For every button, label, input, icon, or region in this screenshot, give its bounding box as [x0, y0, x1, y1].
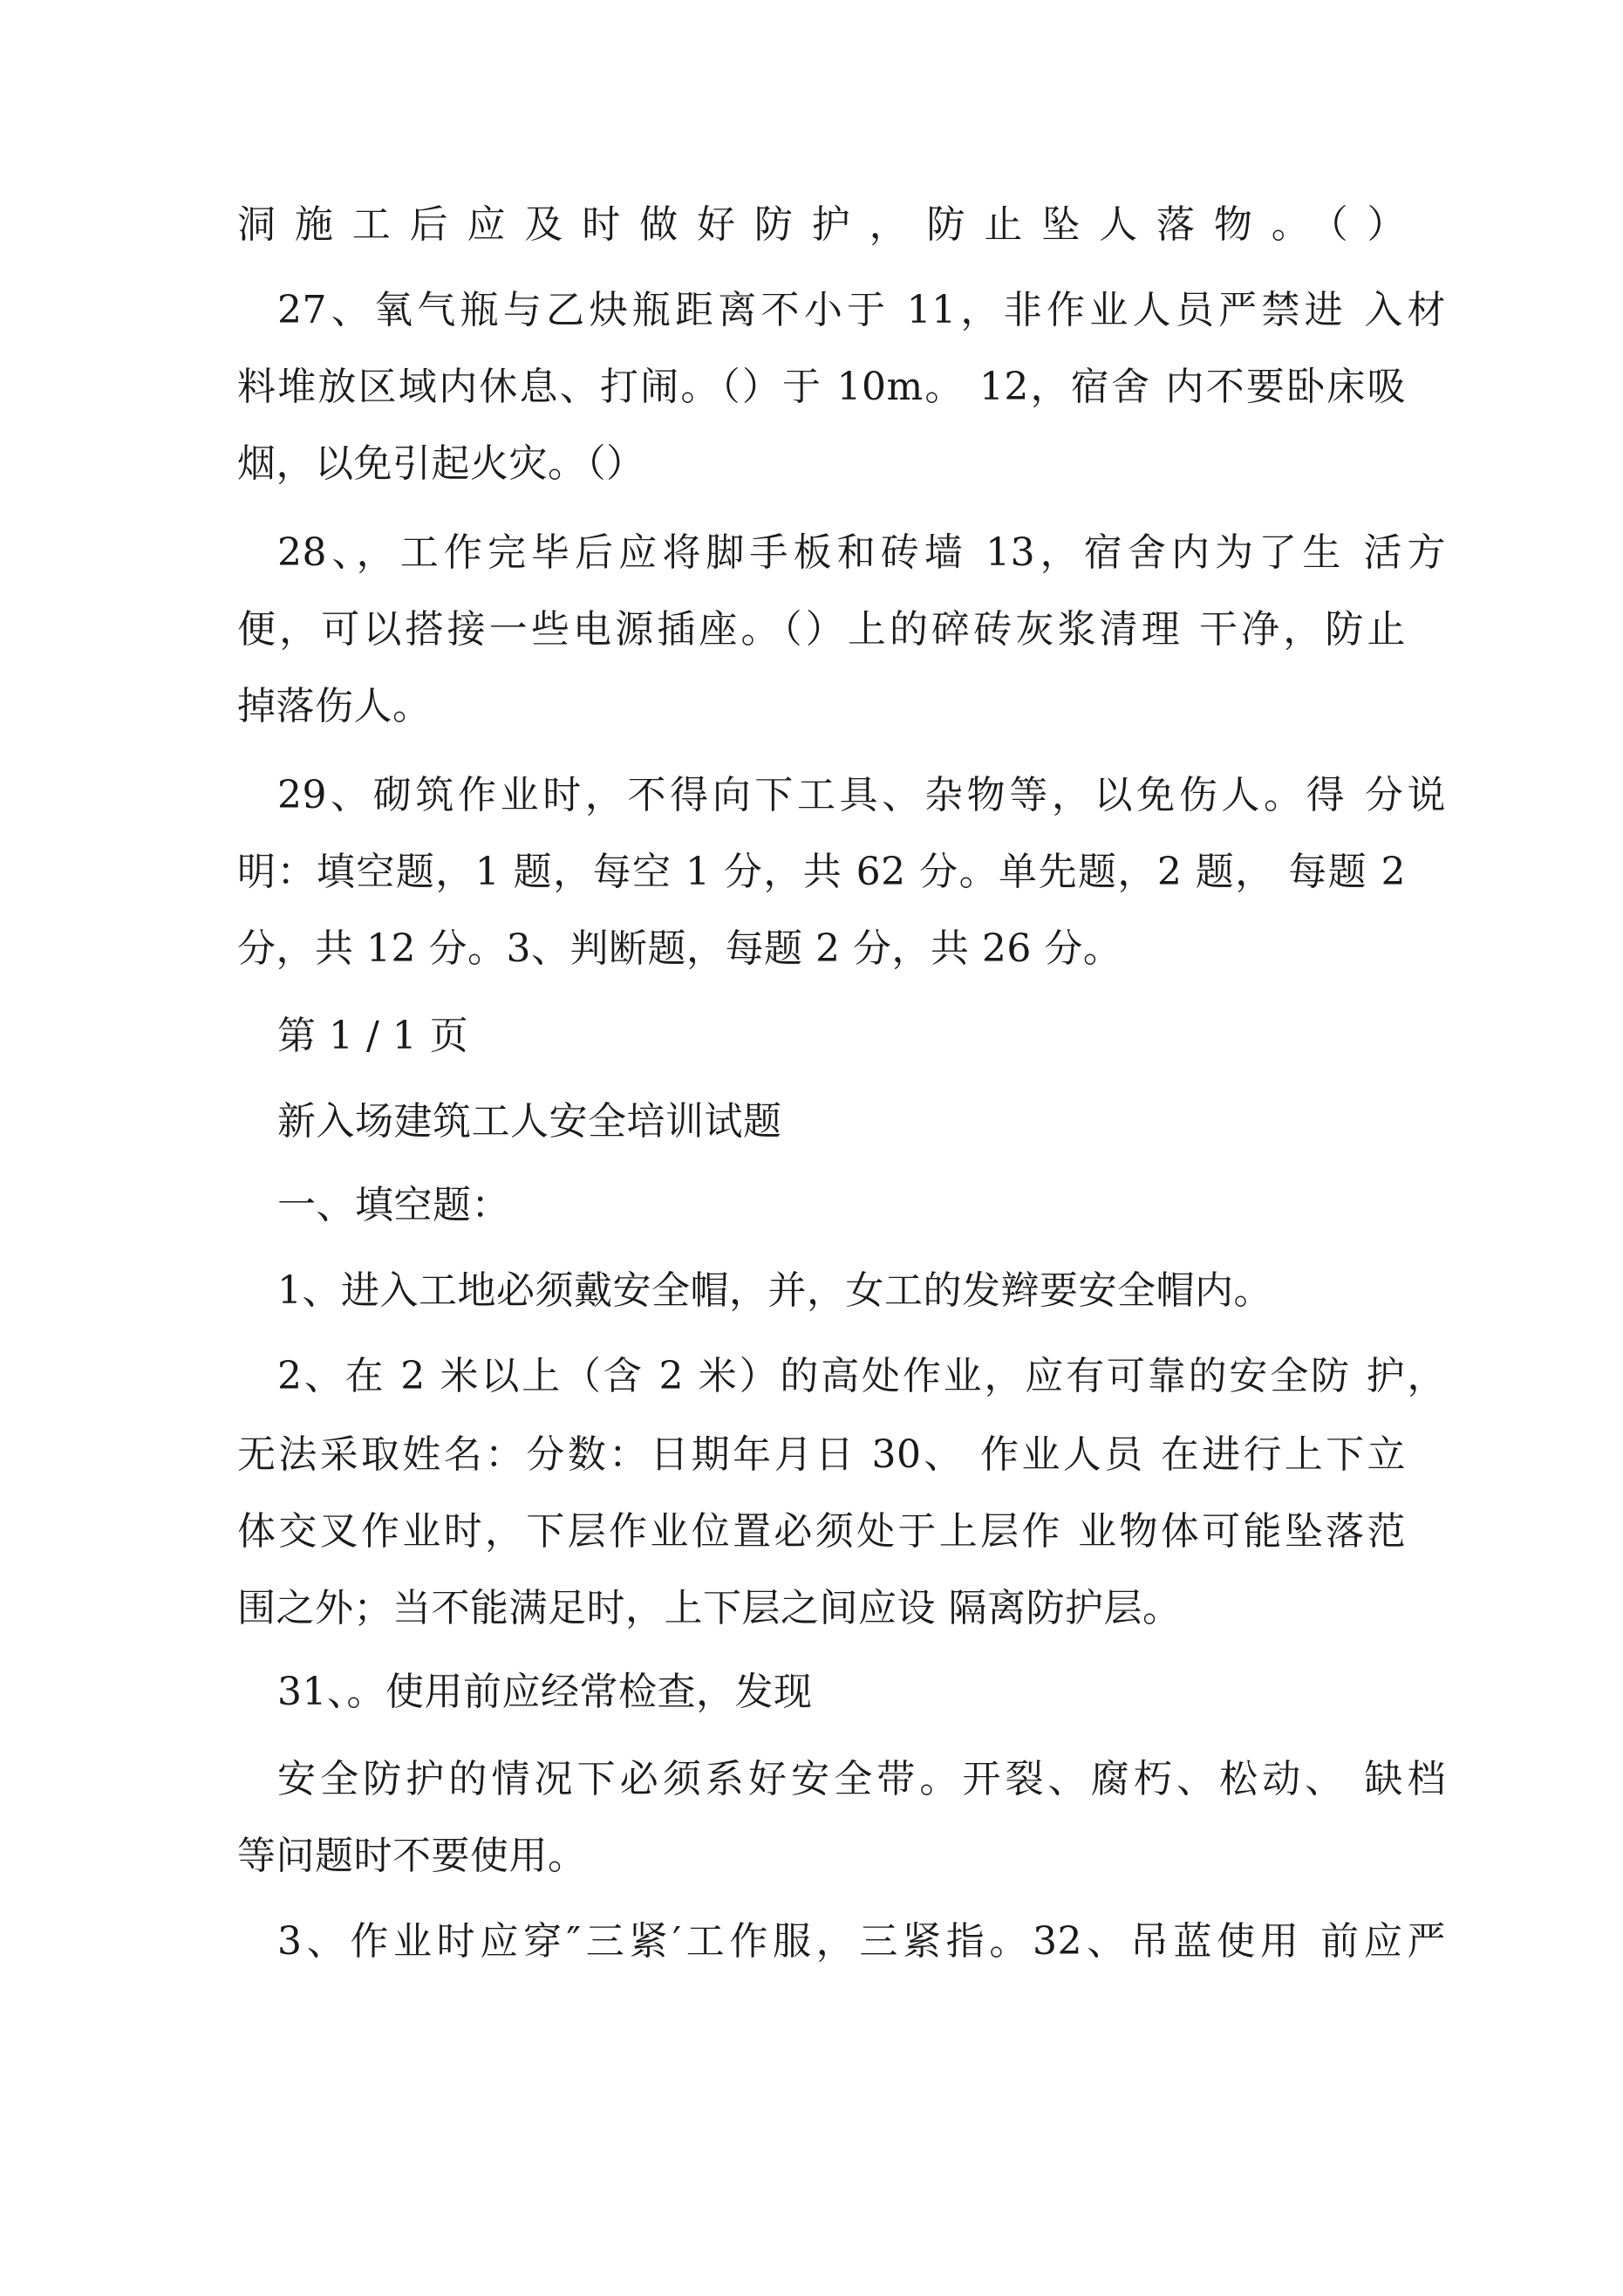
question-29-line: 29、砌筑作业时，不得向下工具、杂物等，以免伤人。得 分说 — [277, 773, 1446, 817]
section-heading: 一、填空题： — [277, 1183, 510, 1227]
text-line: 分，共 12 分。3、判断题，每题 2 分，共 26 分。 — [237, 926, 1122, 971]
question-31-line: 31、。使用前应经常检查，发现 — [277, 1670, 813, 1714]
question-1-line: 1、进入工地必须戴安全帽，并，女工的发辫要安全帽内。 — [277, 1268, 1272, 1313]
text-line: 无法采取姓名：分数：日期年月日 30、 作业人员 在进行上下立 — [237, 1432, 1406, 1477]
text-line: 洞施工后应及时做好防护，防止坠人落物。（） — [237, 202, 1406, 247]
question-2-line: 2、在 2 米以上（含 2 米）的高处作业，应有可靠的安全防 护， — [277, 1354, 1446, 1398]
text-line: 掉落伤人。 — [237, 684, 432, 728]
text-line: 围之外；当不能满足时，上下层之间应设 隔离防护层。 — [237, 1586, 1182, 1630]
text-line: 烟，以免引起火灾。（） — [237, 441, 645, 486]
question-28-line: 28、，工作完毕后应将脚手板和砖墙 13，宿舍内为了生 活方 — [277, 530, 1446, 575]
question-3-line: 3、作业时应穿″三紧′工作服，三紧指。32、吊蓝使用 前应严 — [277, 1919, 1446, 1964]
text-line: 安全防护的情况下必须系好安全带。开裂、腐朽、松动、 缺档 — [277, 1757, 1446, 1801]
question-27-line: 27、氧气瓶与乙炔瓶距离不小于 11，非作业人员严禁进 入材 — [277, 288, 1446, 332]
text-line: 等问题时不要使用。 — [237, 1834, 587, 1878]
document-title: 新入场建筑工人安全培训试题 — [277, 1099, 782, 1144]
text-line: 明：填空题，1 题，每空 1 分，共 62 分。单先题，2 题， 每题 2 — [237, 850, 1406, 894]
text-line: 便，可以搭接一些电源插座。（）上的碎砖灰浆清理 干净，防止 — [237, 607, 1406, 652]
text-line: 体交叉作业时，下层作业位置必须处于上层作 业物体可能坠落范 — [237, 1509, 1406, 1554]
page-number: 第 1 / 1 页 — [277, 1014, 469, 1058]
text-line: 料堆放区域内休息、打闹。（）于 10m。 12，宿舍 内不要卧床吸 — [237, 365, 1406, 409]
